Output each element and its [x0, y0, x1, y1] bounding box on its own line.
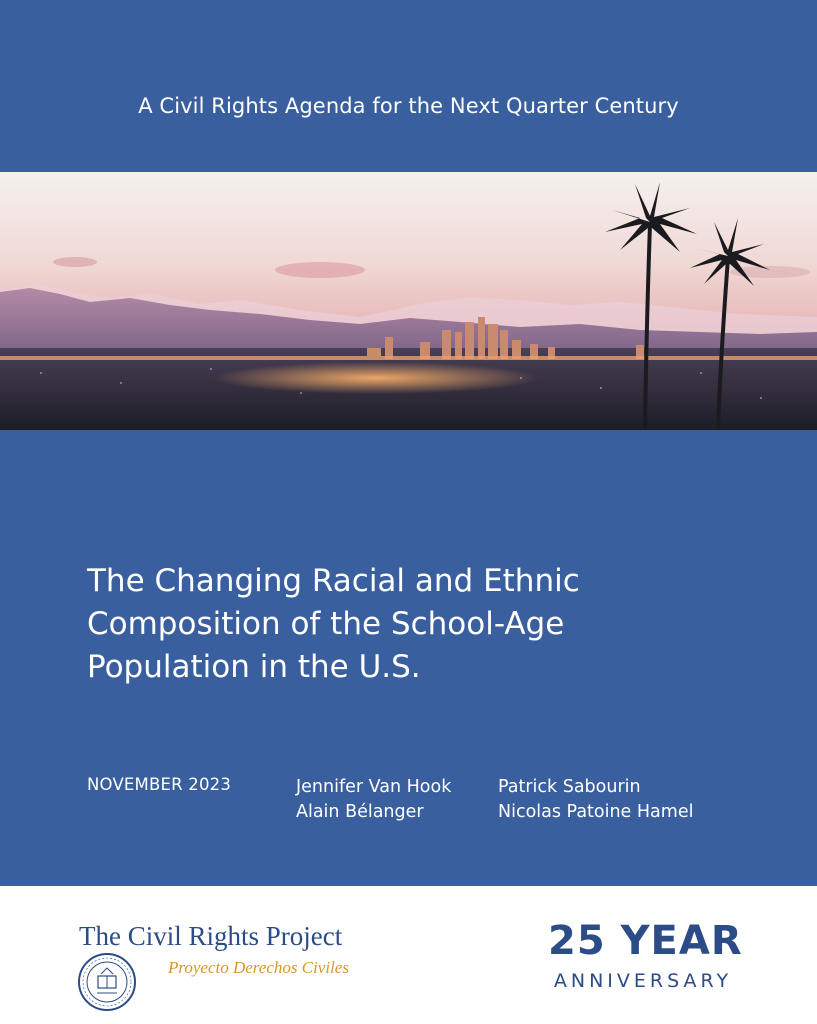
university-of-california-seal-icon — [77, 952, 137, 1012]
org-name: The Civil Rights Project — [79, 921, 343, 951]
anniversary-number: 25 YEAR — [548, 918, 743, 964]
report-title — [87, 560, 727, 689]
authors-column-1 — [296, 775, 451, 825]
footer — [0, 886, 817, 1024]
anniversary-label: ANNIVERSARY — [553, 970, 733, 992]
series-title: A Civil Rights Agenda for the Next Quarter Century — [138, 94, 679, 118]
author-name: Alain Bélanger — [296, 802, 424, 822]
publication-date: NOVEMBER 2023 — [87, 775, 232, 794]
org-subtitle: Proyecto Derechos Civiles — [168, 958, 349, 977]
report-title-line: The Changing Racial and Ethnic — [87, 563, 580, 599]
author-name: Jennifer Van Hook — [296, 777, 452, 797]
skyline-image — [0, 172, 817, 430]
hero-photo — [0, 172, 817, 430]
report-title-line: Composition of the School-Age — [87, 606, 565, 642]
report-title-line: Population in the U.S. — [87, 649, 421, 685]
author-name: Patrick Sabourin — [498, 777, 641, 797]
header-band — [0, 0, 817, 172]
author-name: Nicolas Patoine Hamel — [498, 802, 694, 822]
authors-column-2 — [498, 775, 693, 825]
